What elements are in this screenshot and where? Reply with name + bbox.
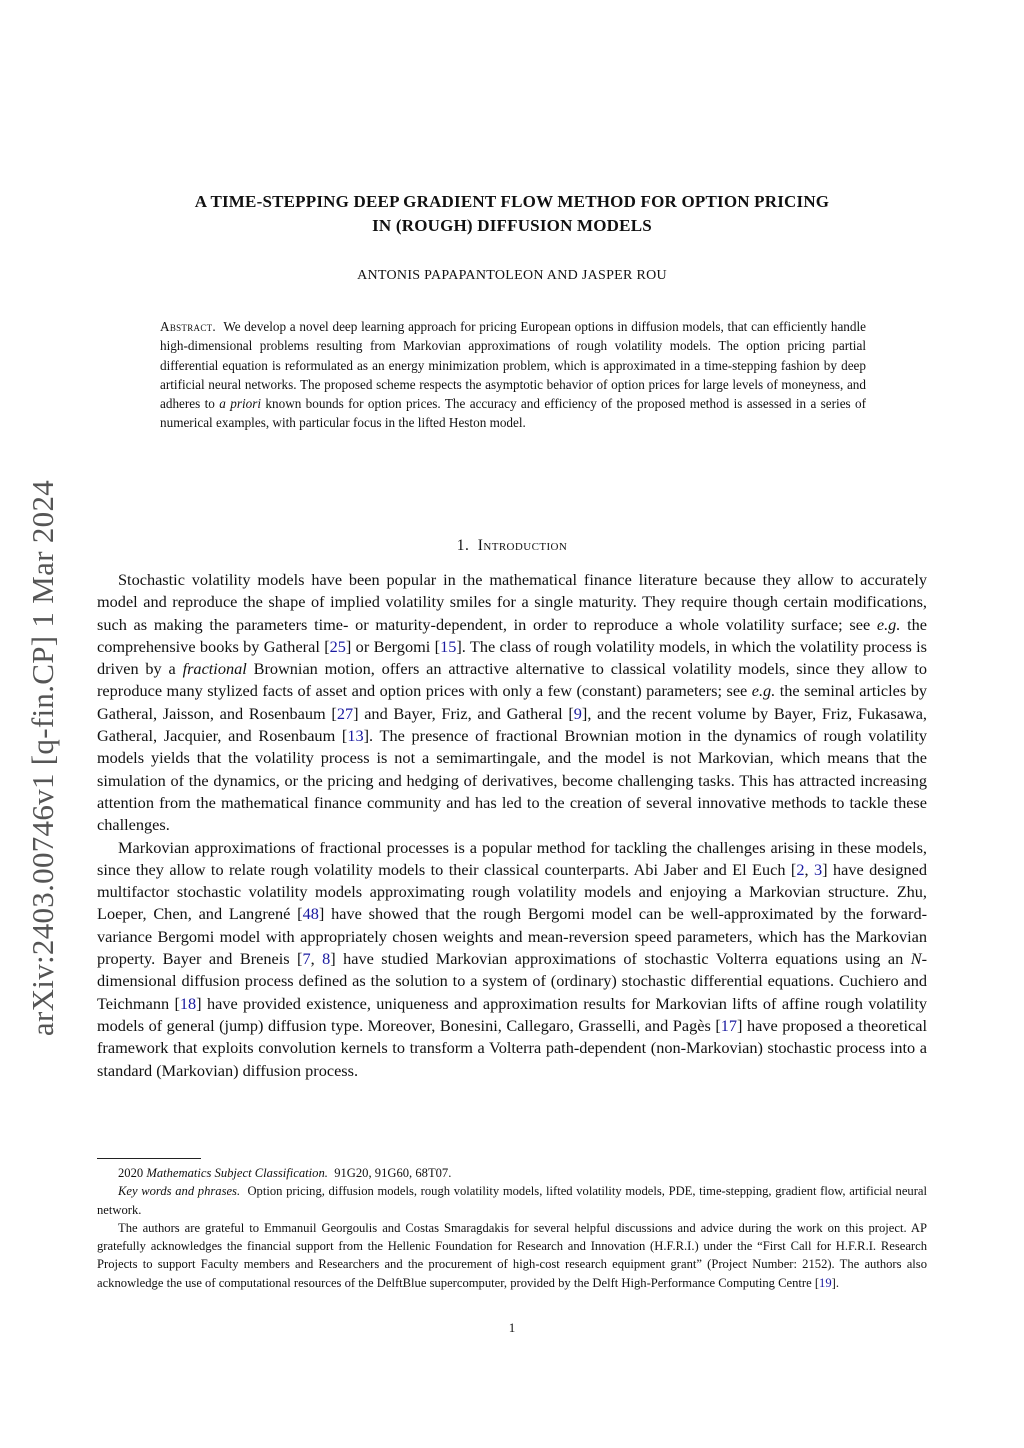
text-run: , (310, 949, 323, 969)
arxiv-sidebar (18, 448, 68, 1068)
text-run: , (804, 859, 814, 879)
msc-codes: 91G20, 91G60, 68T07. (334, 1166, 452, 1180)
abstract-label: Abstract. (160, 319, 217, 334)
paragraph-1 (97, 569, 927, 837)
citation-link[interactable]: 19 (819, 1275, 832, 1290)
text-run: the seminal articles by Gatheral, Jaisson, and Rosenbaum [ (97, 681, 927, 723)
keywords-text: Option pricing, diffusion models, rough volatility models, lifted volatility models, PDE, time-stepping, gradient flow, artificial neural network. (97, 1184, 928, 1217)
citation-link[interactable]: 2 (796, 859, 805, 879)
text-run: the comprehensive books by Gatheral [ (97, 614, 928, 656)
text-run: ]. The class of rough volatility models, in which the volatility process is driven by a (97, 636, 927, 679)
citation-link[interactable]: 17 (720, 1015, 738, 1035)
citation-link[interactable]: 48 (302, 904, 319, 924)
citation-link[interactable]: 15 (440, 636, 457, 656)
abstract (160, 317, 866, 433)
section-title: Introduction (477, 537, 568, 554)
keywords-label: Key words and phrases. (118, 1184, 241, 1199)
section-heading (97, 537, 927, 555)
section-number: 1. (456, 537, 470, 554)
text-run: Markovian approximations of fractional processes is a popular method for tackling the challenges arising in these models, since they allow to relate rough volatility models to their classical counterparts. Abi Jaber and El Euch [ (97, 837, 927, 879)
footnotes (97, 1164, 927, 1292)
citation-link[interactable]: 18 (179, 993, 197, 1013)
text-run: ]. (831, 1275, 839, 1290)
keywords-note (97, 1182, 927, 1219)
citation-link[interactable]: 3 (813, 859, 823, 879)
emphasis: fractional (182, 659, 247, 679)
citation-link[interactable]: 27 (336, 703, 354, 723)
abstract-text-1: We develop a novel deep learning approach for pricing European options in diffusion models, that can efficiently handle high-dimensional problems resulting from Markovian approximations of rough volatility models. The option pricing partial differential equation is reformulated as an energy minimization problem, which is approximated in a time-stepping fashion by deep artificial neural networks. The proposed scheme respects the asymptotic behavior of option prices for large levels of moneyness, and adheres to (160, 319, 866, 412)
text-run: ] or Bergomi [ (345, 636, 441, 656)
emphasis: e.g. (751, 681, 776, 701)
citation-link[interactable]: 7 (302, 949, 311, 969)
text-run: Stochastic volatility models have been popular in the mathematical finance literature because they allow to accurately model and reproduce the shape of implied volatility smiles for a single maturity. They require though certain modifications, such as making the parameters time- or maturity-dependent, in order to reproduce a whole volatility surface; see (97, 570, 927, 634)
arxiv-identifier: arXiv:2403.00746v1 [q-fin.CP] 1 Mar 2024 (25, 479, 60, 1037)
math-symbol: N (910, 949, 922, 969)
citation-link[interactable]: 25 (329, 636, 346, 656)
title-line-2: IN (ROUGH) DIFFUSION MODELS (372, 216, 652, 235)
text-run: ]. The presence of fractional Brownian motion in the dynamics of rough volatility models yields that the volatility process is not a semimartingale, and the model is not Markovian, which means that the simulation of the dynamics, or the pricing and hedging of derivatives, become challenging tasks. This has attracted increasing attention from the mathematical finance community and has led to the creation of several innovative methods to tackle these challenges. (97, 726, 927, 835)
page-number: 1 (508, 1320, 516, 1335)
text-run: ] have studied Markovian approximations of stochastic Volterra equations using an (330, 949, 911, 969)
title-line-1: A TIME-STEPPING DEEP GRADIENT FLOW METHOD FOR OPTION PRICING (194, 192, 830, 211)
text-run: Brownian motion, offers an attractive alternative to classical volatility models, since they allow to reproduce many stylized facts of asset and option prices with only a few (constant) parameters; see (97, 659, 927, 701)
main-text (97, 569, 927, 1082)
footnote-rule (97, 1158, 201, 1159)
paragraph-2 (97, 837, 927, 1082)
citation-link[interactable]: 9 (573, 703, 582, 723)
text-run: ] have designed multifactor stochastic volatility models approximating rough volatility models and enjoying a Markovian structure. Zhu, Loeper, Chen, and Langrené [ (97, 859, 927, 924)
text-run: ] have showed that the rough Bergomi model can be well-approximated by the forward-variance Bergomi model with appropriately chosen weights and mean-reversion speed parameters, which has the Markovian property. Bayer and Breneis [ (97, 904, 928, 969)
msc-year: 2020 (118, 1166, 144, 1180)
emphasis: e.g. (876, 614, 901, 634)
text-run: ] have provided existence, uniqueness and approximation results for Markovian lifts of affine rough volatility models of general (jump) diffusion type. Moreover, Bonesini, Callegaro, Grasselli, and Pagès [ (97, 993, 927, 1035)
text-run: ] and Bayer, Friz, and Gatheral [ (353, 703, 574, 723)
text-run: ], and the recent volume by Bayer, Friz, Fukasawa, Gatheral, Jacquier, and Rosenbaum [ (97, 703, 928, 746)
acknowledgement-text: The authors are grateful to Emmanuil Georgoulis and Costas Smaragdakis for several helpful discussions and advice during the work on this project. AP gratefully acknowledges the financial support from the Hellenic Foundation for Research and Innovation (H.F.R.I.) under the “First Call for H.F.R.I. Research Projects to support Faculty members and Researchers and the procurement of high-cost research equipment grant” (Project Number: 2152). The authors also acknowledge the use of computational resources of the DelftBlue supercomputer, provided by the Delft High-Performance Computing Centre [ (97, 1220, 927, 1290)
text-run: ] have proposed a theoretical framework that exploits convolution kernels to transform a Volterra path-dependent (non-Markovian) stochastic process into a standard (Markovian) diffusion process. (97, 1015, 928, 1080)
abstract-emphasis: a priori (219, 396, 262, 412)
text-run: -dimensional diffusion process defined as the solution to a system of (ordinary) stochastic differential equations. Cuchiero and Teichmann [ (97, 949, 927, 1013)
citation-link[interactable]: 8 (322, 949, 331, 969)
paper-title (120, 190, 904, 238)
abstract-text-2: known bounds for option prices. The accuracy and efficiency of the proposed method is assessed in a series of numerical examples, with particular focus in the lifted Heston model. (160, 396, 867, 431)
acknowledgement-note (97, 1219, 927, 1292)
citation-link[interactable]: 13 (347, 726, 364, 746)
msc-note (97, 1164, 927, 1182)
author-list: ANTONIS PAPAPANTOLEON AND JASPER ROU (357, 268, 667, 283)
msc-label: Mathematics Subject Classification. (146, 1166, 328, 1180)
